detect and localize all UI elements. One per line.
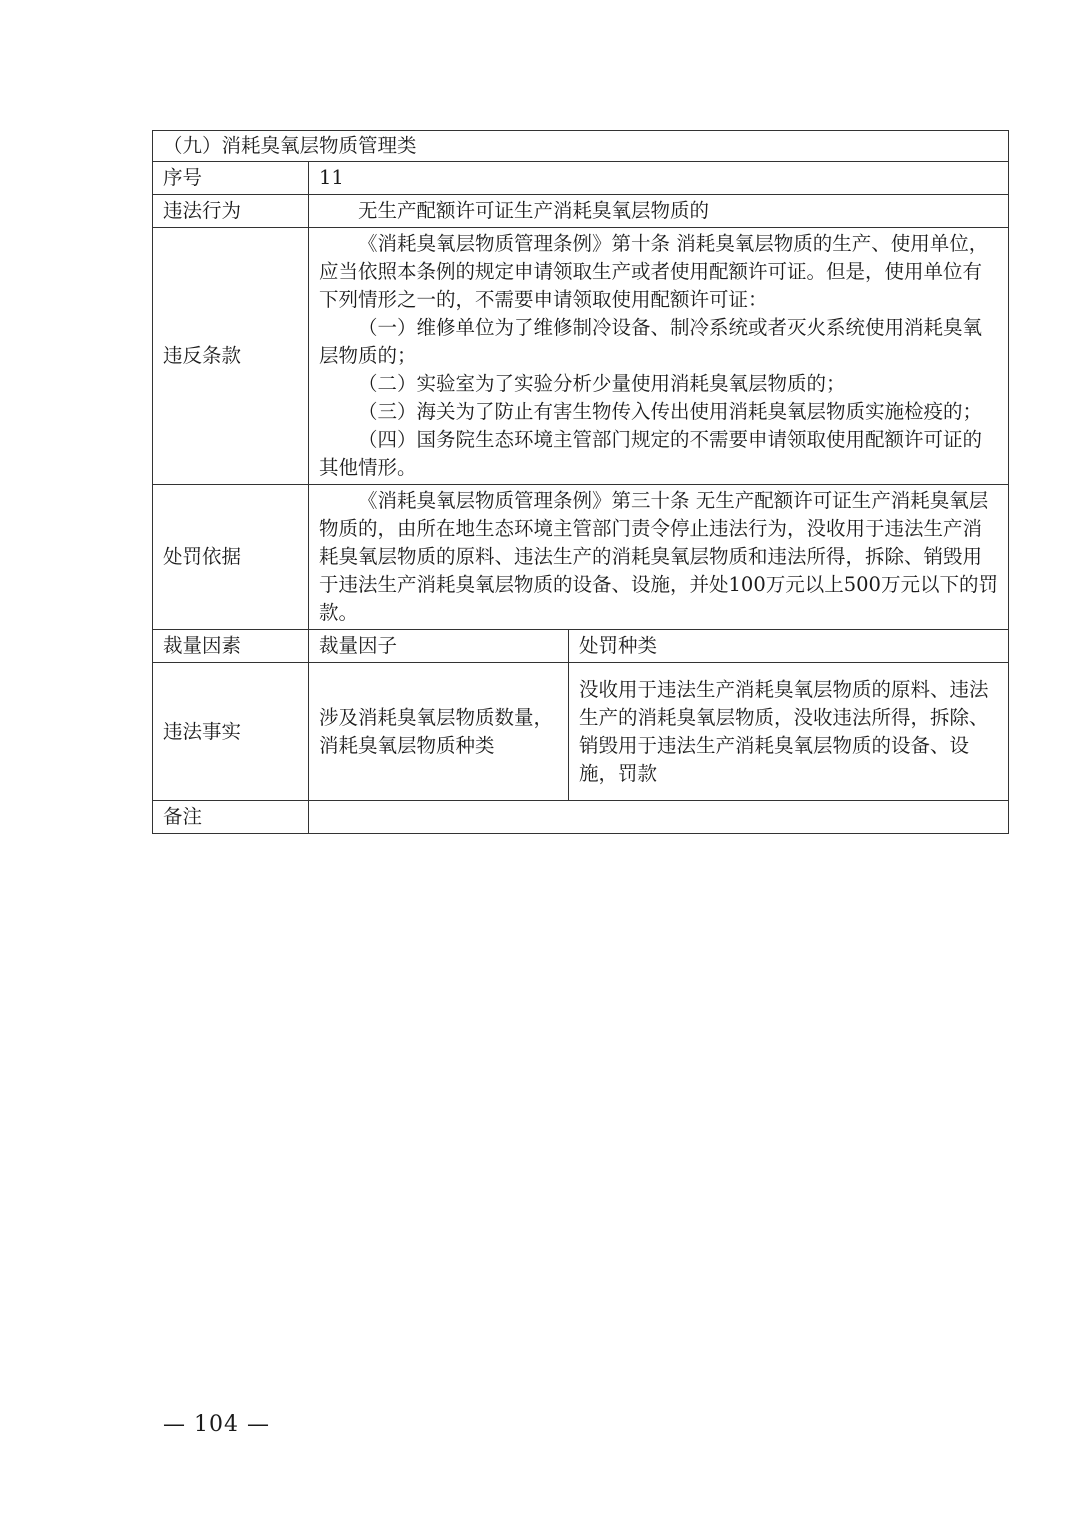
clause-item: （三）海关为了防止有害生物传入传出使用消耗臭氧层物质实施检疫的； <box>358 400 983 423</box>
facts-label: 违法事实 <box>153 663 309 801</box>
violation-cell <box>309 195 1009 228</box>
penalty-standard-table <box>152 130 1009 834</box>
violation-label: 违法行为 <box>153 195 309 228</box>
clause-item: （四）国务院生态环境主管部门规定的不需要申请领取使用配额许可证的其他情形。 <box>319 428 983 479</box>
section-title: （九）消耗臭氧层物质管理类 <box>153 131 1009 162</box>
serial-label: 序号 <box>153 162 309 195</box>
facts-factor: 涉及消耗臭氧层物质数量，消耗臭氧层物质种类 <box>309 663 569 801</box>
violated-clause-label: 违反条款 <box>153 228 309 485</box>
violation-text: 无生产配额许可证生产消耗臭氧层物质的 <box>358 199 710 222</box>
discretion-label: 裁量因素 <box>153 630 309 663</box>
discretion-factor-header: 裁量因子 <box>309 630 569 663</box>
remarks-value <box>309 801 1009 834</box>
clause-item: （二）实验室为了实验分析少量使用消耗臭氧层物质的； <box>358 372 846 395</box>
penalty-type-header: 处罚种类 <box>569 630 1009 663</box>
penalty-basis-text: 《消耗臭氧层物质管理条例》第三十条 无生产配额许可证生产消耗臭氧层物质的，由所在地生态环境主管部门责令停止违法行为，没收用于违法生产消耗臭氧层物质的原料、违法生产的消耗臭氧层物质和违法所得，拆除、销毁用于违法生产消耗臭氧层物质的设备、设施，并处100万元以上500万元以下的罚款。 <box>319 489 998 624</box>
facts-penalty-type: 没收用于违法生产消耗臭氧层物质的原料、违法生产的消耗臭氧层物质，没收违法所得，拆除、销毁用于违法生产消耗臭氧层物质的设备、设施，罚款 <box>569 663 1009 801</box>
penalty-basis-label: 处罚依据 <box>153 485 309 630</box>
clause-item: （一）维修单位为了维修制冷设备、制冷系统或者灭火系统使用消耗臭氧层物质的； <box>319 316 983 367</box>
clause-paragraph: 《消耗臭氧层物质管理条例》第十条 消耗臭氧层物质的生产、使用单位，应当依照本条例的规定申请领取生产或者使用配额许可证。但是，使用单位有下列情形之一的，不需要申请领取使用配额许可证： <box>319 232 989 311</box>
page-number: — 104 — <box>163 1412 270 1437</box>
penalty-basis-cell <box>309 485 1009 630</box>
violated-clause-cell <box>309 228 1009 485</box>
serial-value: 11 <box>309 162 1009 195</box>
remarks-label: 备注 <box>153 801 309 834</box>
